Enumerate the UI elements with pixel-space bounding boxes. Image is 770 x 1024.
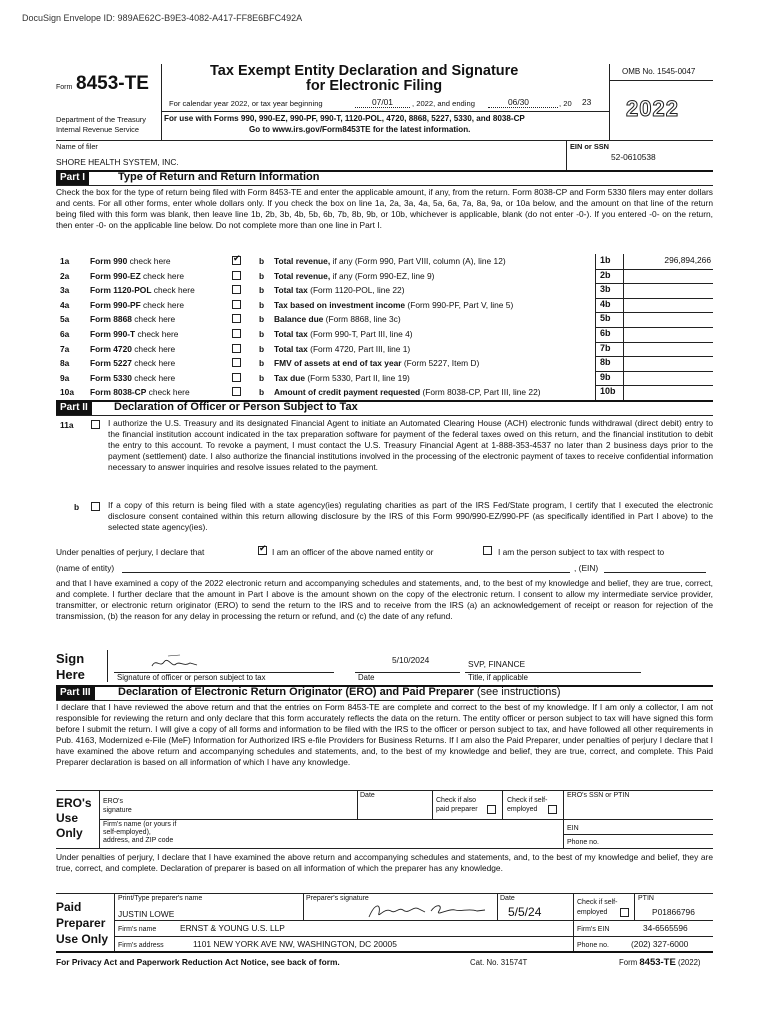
tax-year-big: 2022 bbox=[626, 96, 679, 121]
line-4b-code: 4b bbox=[600, 298, 611, 309]
line-3b-code: 3b bbox=[600, 284, 611, 295]
ero-check-self-1: Check if self- bbox=[507, 797, 548, 804]
ero-firm-label-3: address, and ZIP code bbox=[103, 837, 174, 844]
sign-date: 5/10/2024 bbox=[392, 655, 430, 665]
line-3a-num: 3a bbox=[60, 285, 70, 296]
person-text: I am the person subject to tax with respect to bbox=[498, 547, 665, 557]
form-number: 8453-TE bbox=[76, 73, 149, 94]
line-7b-code: 7b bbox=[600, 342, 611, 353]
signature-label: Signature of officer or person subject to tax bbox=[117, 673, 266, 682]
ptin-value: P01866796 bbox=[652, 907, 695, 917]
line-8a-label: Form 5227 check here bbox=[90, 358, 176, 369]
officer-checkbox[interactable] bbox=[258, 546, 267, 555]
line-1b-code: 1b bbox=[600, 255, 611, 265]
here-label: Here bbox=[56, 667, 85, 682]
preparer-perjury-text: Under penalties of perjury, I declare that I have examined the above return and accompanying schedules and statements, and, to the best of my knowledge and belief, they are true, correct, and complete. Declaration of preparer is based on all information of which the preparer has any knowledge. bbox=[56, 852, 713, 873]
part3-instructions: I declare that I have reviewed the above return and that the entries on Form 8453-TE are complete and correct to the best of my knowledge. If I am only a collector, I am not responsible for reviewing the return and only declare that this form accurately reflects the data on the return. The entity officer or person subject to tax will have signed this form before I submit the return. I will give a copy of all forms and information to be filed with the IRS to the officer or person subject to tax, and have followed all other requirements in Pub. 4163, Modernized e-File (MeF) Information for Authorized IRS e-file Providers for Business Returns. If I am also the Paid Preparer, under penalties of perjury I declare that I have examined the above return and accompanying schedules and statements, and, to the best of my knowledge and belief, they are true, correct, and complete. This Paid Preparer declaration is based on all information of which I have any knowledge. bbox=[56, 702, 713, 767]
name-label: Name of filer bbox=[56, 142, 98, 151]
filer-ein: 52-0610538 bbox=[611, 152, 656, 162]
part3-title: Declaration of Electronic Return Originator (ERO) and Paid Preparer (see instructions) bbox=[118, 686, 561, 698]
line-1b-amount[interactable]: 296,894,266 bbox=[664, 255, 711, 265]
line-11a-text: I authorize the U.S. Treasury and its designated Financial Agent to initiate an Automated Clearing House (ACH) electronic funds withdrawal (direct debit) entry to the financial institution account indicated in the tax preparation software for payment of the federal taxes owed on this return, and the financial institution to debit the entry to this account. To revoke a payment, I must contact the U.S. Treasury Financial Agent at 1-888-353-4537 no later than 2 business days prior to the payment (settlement) date. I also authorize the financial institutions involved in the processing of the electronic payment of taxes to receive confidential information necessary to answer inquiries and resolve issues related to the payment. bbox=[108, 418, 713, 472]
perjury-intro: Under penalties of perjury, I declare that bbox=[56, 547, 205, 557]
line-7a-num: 7a bbox=[60, 343, 70, 354]
line-2b-label: Total revenue, if any (Form 990-EZ, line 9) bbox=[274, 270, 435, 281]
line-7b-label: Total tax (Form 4720, Part III, line 1) bbox=[274, 343, 411, 354]
privacy-notice: For Privacy Act and Paperwork Reduction Act Notice, see back of form. bbox=[56, 957, 340, 967]
tax-year-yy: 23 bbox=[582, 97, 592, 107]
title-label: Title, if applicable bbox=[468, 673, 528, 682]
firm-ein: 34-6565596 bbox=[643, 923, 688, 933]
firm-phone-label: Phone no. bbox=[577, 942, 609, 949]
line-11b-checkbox[interactable] bbox=[91, 502, 100, 511]
prep-date-label: Date bbox=[500, 895, 515, 902]
tax-year-begin: 07/01 bbox=[372, 97, 393, 107]
ero-side-1: ERO's bbox=[56, 796, 92, 810]
line-5b-code: 5b bbox=[600, 313, 611, 324]
ero-paid-preparer-checkbox[interactable] bbox=[487, 805, 496, 814]
line-9a-num: 9a bbox=[60, 372, 70, 383]
paid-side-3: Use Only bbox=[56, 932, 109, 946]
ero-sig-label-1: ERO's bbox=[103, 798, 124, 805]
ero-firm-label-1: Firm's name (or yours if bbox=[103, 821, 177, 828]
form-title: Tax Exempt Entity Declaration and Signature bbox=[210, 63, 519, 79]
ero-self-employed-checkbox[interactable] bbox=[548, 805, 557, 814]
ein-paren-label: , (EIN) bbox=[574, 563, 599, 573]
prep-check-self-1: Check if self- bbox=[577, 899, 618, 906]
line-11a-checkbox[interactable] bbox=[91, 420, 100, 429]
form-subtitle: for Electronic Filing bbox=[306, 78, 443, 94]
ero-check-also-1: Check if also bbox=[436, 797, 477, 804]
ero-ssn-ptin-label: ERO's SSN or PTIN bbox=[567, 792, 630, 799]
line-4b-label: Tax based on investment income (Form 990-PF, Part V, line 5) bbox=[274, 299, 514, 310]
officer-signature bbox=[150, 652, 200, 672]
line-1a-label: Form 990 check here bbox=[90, 256, 171, 266]
firm-address-label: Firm's address bbox=[118, 942, 164, 949]
part2-title: Declaration of Officer or Person Subject to Tax bbox=[114, 401, 358, 413]
paid-side-1: Paid bbox=[56, 900, 82, 914]
ptin-label: PTIN bbox=[638, 895, 654, 902]
tax-year-mid: , 2022, and ending bbox=[412, 99, 475, 108]
line-2a-checkbox[interactable] bbox=[232, 271, 241, 280]
ero-check-self-2: employed bbox=[507, 806, 538, 813]
line-6b-code: 6b bbox=[600, 328, 611, 338]
filer-name: SHORE HEALTH SYSTEM, INC. bbox=[56, 157, 179, 167]
part1-title: Type of Return and Return Information bbox=[118, 171, 320, 183]
line-8b-label: FMV of assets at end of tax year (Form 5227, Item D) bbox=[274, 358, 480, 369]
footer-form: Form 8453-TE (2022) bbox=[619, 957, 701, 968]
line-2b-code: 2b bbox=[600, 269, 611, 280]
line-5b-label: Balance due (Form 8868, line 3c) bbox=[274, 314, 401, 325]
line-10b-letter: b bbox=[259, 387, 265, 398]
tax-year-text: For calendar year 2022, or tax year beginning bbox=[169, 99, 323, 108]
tax-year-prefix: , 20 bbox=[559, 99, 572, 108]
ero-side-2: Use bbox=[56, 811, 79, 825]
omb-number: OMB No. 1545-0047 bbox=[622, 67, 696, 76]
line-3b-label: Total tax (Form 1120-POL, line 22) bbox=[274, 285, 405, 296]
use-with-line: For use with Forms 990, 990-EZ, 990-PF, 990-T, 1120-POL, 4720, 8868, 5227, 5330, and 8038-CP bbox=[164, 114, 525, 123]
envelope-id: DocuSign Envelope ID: 989AE62C-B9E3-4082-A417-FF8E6BFC492A bbox=[22, 13, 303, 23]
part2-tag: Part II bbox=[56, 401, 92, 415]
prep-check-self-2: employed bbox=[577, 909, 608, 916]
line-9a-label: Form 5330 check here bbox=[90, 372, 176, 383]
line-3a-checkbox[interactable] bbox=[232, 285, 241, 294]
prep-self-employed-checkbox[interactable] bbox=[620, 908, 629, 917]
line-4a-num: 4a bbox=[60, 299, 70, 310]
line-1b-letter: b bbox=[259, 256, 265, 266]
line-7a-checkbox[interactable] bbox=[232, 344, 241, 353]
line-7b-letter: b bbox=[259, 343, 265, 354]
line-9b-letter: b bbox=[259, 372, 265, 383]
prep-name: JUSTIN LOWE bbox=[118, 909, 175, 919]
part3-title-note: (see instructions) bbox=[476, 686, 561, 698]
ein-label: EIN or SSN bbox=[570, 142, 610, 151]
goto-line: Go to www.irs.gov/Form8453TE for the latest information. bbox=[249, 125, 471, 134]
part1-tag: Part I bbox=[56, 171, 89, 185]
line-7a-label: Form 4720 check here bbox=[90, 343, 176, 354]
line-3a-label: Form 1120-POL check here bbox=[90, 285, 195, 296]
line-2a-num: 2a bbox=[60, 270, 70, 281]
line-9a-checkbox[interactable] bbox=[232, 373, 241, 382]
ero-check-also-2: paid preparer bbox=[436, 806, 478, 813]
line-1b-label: Total revenue, if any (Form 990, Part VIII, column (A), line 12) bbox=[274, 256, 506, 266]
line-11b-num: b bbox=[74, 502, 80, 512]
line-10a-checkbox[interactable] bbox=[232, 387, 241, 396]
ero-ein-label: EIN bbox=[567, 825, 579, 832]
line-1a-checkbox[interactable] bbox=[232, 256, 241, 265]
line-5a-label: Form 8868 check here bbox=[90, 314, 176, 325]
ero-side-3: Only bbox=[56, 826, 83, 840]
dept-treasury: Department of the Treasury bbox=[56, 115, 146, 124]
line-5b-letter: b bbox=[259, 314, 265, 325]
line-6b-label: Total tax (Form 990-T, Part III, line 4) bbox=[274, 329, 413, 339]
preparer-signature bbox=[365, 899, 490, 921]
line-8a-checkbox[interactable] bbox=[232, 358, 241, 367]
firm-name: ERNST & YOUNG U.S. LLP bbox=[180, 923, 285, 933]
line-2b-letter: b bbox=[259, 270, 265, 281]
line-4a-checkbox[interactable] bbox=[232, 300, 241, 309]
part3-tag: Part III bbox=[56, 686, 95, 700]
line-9b-code: 9b bbox=[600, 371, 611, 382]
line-10a-num: 10a bbox=[60, 387, 74, 398]
line-5a-checkbox[interactable] bbox=[232, 314, 241, 323]
ero-sig-label-2: signature bbox=[103, 807, 132, 814]
line-6a-checkbox[interactable] bbox=[232, 329, 241, 338]
irs-label: Internal Revenue Service bbox=[56, 125, 139, 134]
cat-number: Cat. No. 31574T bbox=[470, 958, 528, 967]
line-4b-letter: b bbox=[259, 299, 265, 310]
line-11a-num: 11a bbox=[60, 420, 74, 430]
firm-name-label: Firm's name bbox=[118, 926, 157, 933]
line-10b-label: Amount of credit payment requested (Form 8038-CP, Part III, line 22) bbox=[274, 387, 541, 398]
part1-instructions: Check the box for the type of return being filed with Form 8453-TE and enter the applicable amount, if any, from the return. Form 8038-CP and Form 5330 filers may enter dollars and cents. For all other forms, enter whole dollars only. If you check the box on line 1a, 2a, 3a, 4a, 5a, 6a, 7a, 8a, 9a, or 10a below, and the amount on that line of the return being filed with this form was blank, then leave line 1b, 2b, 3b, 4b, 5b, 6b, 7b, 8b, 9b, or 10b, whichever is applicable, blank (do not enter -0-). If you entered -0- on the return, then enter -0- on the applicable line below. Do not complete more than one line in Part I. bbox=[56, 187, 713, 230]
sign-label: Sign bbox=[56, 651, 85, 666]
line-9b-label: Tax due (Form 5330, Part II, line 19) bbox=[274, 372, 410, 383]
prep-sig-label: Preparer's signature bbox=[306, 895, 369, 902]
date-label: Date bbox=[358, 673, 375, 682]
line-6a-label: Form 990-T check here bbox=[90, 329, 179, 339]
line-8b-code: 8b bbox=[600, 357, 611, 368]
firm-ein-label: Firm's EIN bbox=[577, 926, 610, 933]
ero-date-label: Date bbox=[360, 792, 375, 799]
line-10b-code: 10b bbox=[600, 386, 616, 397]
paid-side-2: Preparer bbox=[56, 916, 106, 930]
line-8a-num: 8a bbox=[60, 358, 70, 369]
name-of-entity-label: (name of entity) bbox=[56, 563, 115, 573]
officer-title: SVP, FINANCE bbox=[468, 659, 526, 669]
line-10a-label: Form 8038-CP check here bbox=[90, 387, 190, 398]
prep-date: 5/5/24 bbox=[508, 905, 542, 919]
line-2a-label: Form 990-EZ check here bbox=[90, 270, 185, 281]
firm-address: 1101 NEW YORK AVE NW, WASHINGTON, DC 20005 bbox=[193, 939, 397, 949]
line-8b-letter: b bbox=[259, 358, 265, 369]
tax-year-end: 06/30 bbox=[508, 97, 529, 107]
firm-phone: (202) 327-6000 bbox=[631, 939, 689, 949]
person-checkbox[interactable] bbox=[483, 546, 492, 555]
line-5a-num: 5a bbox=[60, 314, 70, 325]
ero-phone-label: Phone no. bbox=[567, 839, 599, 846]
line-4a-label: Form 990-PF check here bbox=[90, 299, 185, 310]
line-6b-letter: b bbox=[259, 329, 265, 339]
line-11b-text: If a copy of this return is being filed with a state agency(ies) regulating charities as part of the IRS Fed/State program, I certify that I executed the electronic disclosure consent contained within this return allowing disclosure by the IRS of this Form 990/990-EZ/990-PF (as specifically identified in Part I above) to the selected state agency(ies). bbox=[108, 500, 713, 532]
form-prefix: Form bbox=[56, 84, 73, 91]
line-3b-letter: b bbox=[259, 285, 265, 296]
declaration-text: and that I have examined a copy of the 2022 electronic return and accompanying schedules and statements, and, to the best of my knowledge and belief, they are true, correct, and complete. I further declare that the amount in Part I above is the amount shown on the copy of the electronic return. I consent to allow my intermediate service provider, transmitter, or electronic return originator (ERO) to send the return to the IRS and to receive from the IRS (a) an acknowledgement of receipt or reason for rejection of the transmission, (b) the reason for any delay in processing the return or refund, and (c) the date of any refund. bbox=[56, 578, 713, 621]
line-6a-num: 6a bbox=[60, 329, 70, 339]
officer-text: I am an officer of the above named entity or bbox=[272, 547, 434, 557]
prep-name-label: Print/Type preparer's name bbox=[118, 895, 203, 902]
line-1a-num: 1a bbox=[60, 256, 70, 266]
ero-firm-label-2: self-employed), bbox=[103, 829, 151, 836]
